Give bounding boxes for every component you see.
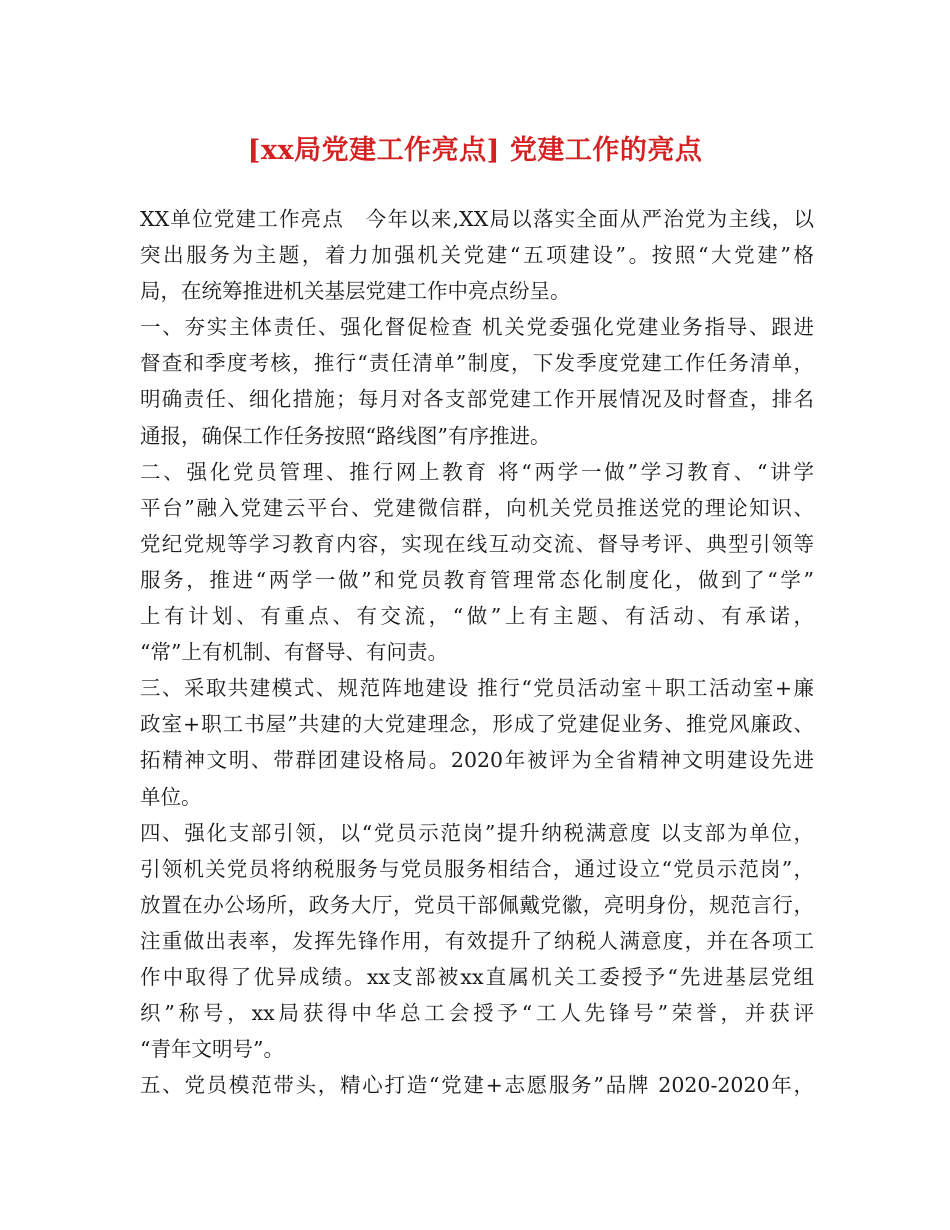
body-line: 三、采取共建模式、规范阵地建设 推行“党员活动室＋职工活动室+廉 [140, 676, 814, 701]
body-line: 放置在办公场所，政务大厅，党员干部佩戴党徽，亮明身份，规范言行， [140, 892, 814, 917]
body-line: 突出服务为主题，着力加强机关党建“五项建设”。按照“大党建”格 [140, 243, 814, 268]
body-line: 四、强化支部引领，以“党员示范岗”提升纳税满意度 以支部为单位， [140, 820, 814, 845]
document-title: [xx局党建工作亮点] 党建工作的亮点 [247, 135, 703, 166]
body-line: 拓精神文明、带群团建设格局。2020年被评为全省精神文明建设先进 [140, 748, 814, 773]
body-line: 通报，确保工作任务按照“路线图”有序推进。 [140, 423, 551, 448]
body-line: 党纪党规等学习教育内容，实现在线互动交流、督导考评、典型引领等 [140, 531, 814, 556]
body-line: 服务，推进“两学一做”和党员教育管理常态化制度化，做到了“学” [140, 567, 814, 592]
body-line: 一、夯实主体责任、强化督促检查 机关党委强化党建业务指导、跟进 [140, 315, 814, 340]
body-line: “青年文明号”。 [140, 1037, 284, 1062]
body-line: 引领机关党员将纳税服务与党员服务相结合，通过设立“党员示范岗”， [140, 856, 814, 881]
document-body [140, 201, 814, 1103]
body-line: “常”上有机制、有督导、有问责。 [140, 640, 448, 665]
body-line: 作中取得了优异成绩。xx支部被xx直属机关工委授予“先进基层党组 [140, 964, 814, 989]
body-line: XX单位党建工作亮点 今年以来,XX局以落实全面从严治党为主线，以 [140, 207, 814, 231]
body-line: 二、强化党员管理、推行网上教育 将“两学一做”学习教育、“讲学 [140, 459, 814, 484]
body-line: 平台”融入党建云平台、党建微信群，向机关党员推送党的理论知识、 [140, 495, 814, 520]
body-line: 织”称号，xx局获得中华总工会授予“工人先锋号”荣誉，并获评 [140, 1001, 814, 1026]
body-line: 局，在统筹推进机关基层党建工作中亮点纷呈。 [140, 279, 571, 304]
body-line: 政室+职工书屋”共建的大党建理念，形成了党建促业务、推党风廉政、 [140, 712, 814, 737]
body-line: 单位。 [140, 784, 202, 809]
body-line: 督查和季度考核，推行“责任清单”制度，下发季度党建工作任务清单， [140, 351, 814, 376]
body-line: 五、党员模范带头，精心打造“党建+志愿服务”品牌 2020-2020年， [140, 1073, 814, 1098]
body-line: 上有计划、有重点、有交流，“做”上有主题、有活动、有承诺， [140, 604, 814, 629]
body-line: 明确责任、细化措施；每月对各支部党建工作开展情况及时督查，排名 [140, 387, 814, 412]
body-line: 注重做出表率，发挥先锋作用，有效提升了纳税人满意度，并在各项工 [140, 928, 814, 953]
